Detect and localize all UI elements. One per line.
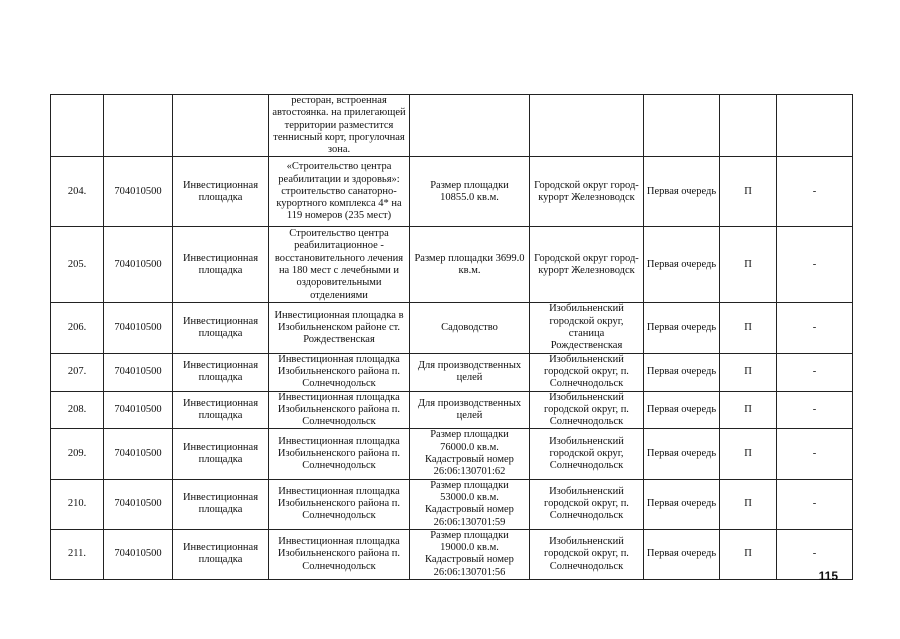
table-body xyxy=(51,95,853,580)
cell-mark: П xyxy=(720,353,777,391)
cell-params: Размер площадки 3699.0 кв.м. xyxy=(410,227,530,303)
table-row xyxy=(51,529,853,579)
cell-num: 208. xyxy=(51,391,104,429)
cell-extra: - xyxy=(777,353,853,391)
registry-table xyxy=(50,94,853,580)
table-row-continuation xyxy=(51,95,853,157)
cell-priority: Первая очередь xyxy=(644,429,720,479)
cell-extra: - xyxy=(777,157,853,227)
cell-code: 704010500 xyxy=(104,429,173,479)
cell-code: 704010500 xyxy=(104,227,173,303)
cell-extra: - xyxy=(777,227,853,303)
cell-description: Инвестиционная площадка Изобильненского района п. Солнечнодольск xyxy=(269,529,410,579)
cell-num: 207. xyxy=(51,353,104,391)
cell-extra: - xyxy=(777,529,853,579)
cell-type: Инвестиционная площадка xyxy=(173,429,269,479)
cell-mark: П xyxy=(720,303,777,353)
cell-params: Для производственных целей xyxy=(410,391,530,429)
cell-params: Размер площадки 10855.0 кв.м. xyxy=(410,157,530,227)
cell-code: 704010500 xyxy=(104,353,173,391)
cell-params: Размер площадки 76000.0 кв.м. Кадастровый номер 26:06:130701:62 xyxy=(410,429,530,479)
cell-description: Строительство центра реабилитационное - восстановительного лечения на 180 мест с лечебными и оздоровительными отделениями xyxy=(269,227,410,303)
cell-location: Изобильненский городской округ, п. Солнечнодольск xyxy=(530,391,644,429)
table-row xyxy=(51,157,853,227)
cell-description: Инвестиционная площадка Изобильненского района п. Солнечнодольск xyxy=(269,429,410,479)
cell-type xyxy=(173,95,269,157)
cell-priority: Первая очередь xyxy=(644,479,720,529)
cell-mark: П xyxy=(720,157,777,227)
cell-priority: Первая очередь xyxy=(644,227,720,303)
cell-description: ресторан, встроенная автостоянка. на прилегающей территории разместится теннисный корт, прогулочная зона. xyxy=(269,95,410,157)
cell-description: Инвестиционная площадка в Изобильненском районе ст. Рождественская xyxy=(269,303,410,353)
cell-num: 210. xyxy=(51,479,104,529)
cell-description: Инвестиционная площадка Изобильненского района п. Солнечнодольск xyxy=(269,391,410,429)
cell-type: Инвестиционная площадка xyxy=(173,391,269,429)
cell-code: 704010500 xyxy=(104,303,173,353)
cell-location: Изобильненский городской округ, п. Солнечнодольск xyxy=(530,353,644,391)
cell-location: Изобильненский городской округ, станица Рождественская xyxy=(530,303,644,353)
cell-priority: Первая очередь xyxy=(644,303,720,353)
cell-location: Городской округ город-курорт Железноводск xyxy=(530,227,644,303)
table-row xyxy=(51,429,853,479)
cell-code: 704010500 xyxy=(104,479,173,529)
cell-extra: - xyxy=(777,429,853,479)
cell-extra: - xyxy=(777,303,853,353)
cell-location: Изобильненский городской округ, п. Солнечнодольск xyxy=(530,529,644,579)
cell-params: Размер площадки 53000.0 кв.м. Кадастровый номер 26:06:130701:59 xyxy=(410,479,530,529)
cell-num: 209. xyxy=(51,429,104,479)
cell-code: 704010500 xyxy=(104,391,173,429)
cell-params xyxy=(410,95,530,157)
cell-description: Инвестиционная площадка Изобильненского района п. Солнечнодольск xyxy=(269,353,410,391)
cell-location xyxy=(530,95,644,157)
cell-type: Инвестиционная площадка xyxy=(173,157,269,227)
cell-type: Инвестиционная площадка xyxy=(173,303,269,353)
cell-priority: Первая очередь xyxy=(644,391,720,429)
cell-mark: П xyxy=(720,529,777,579)
cell-num: 206. xyxy=(51,303,104,353)
cell-mark: П xyxy=(720,479,777,529)
cell-mark: П xyxy=(720,391,777,429)
cell-params: Садоводство xyxy=(410,303,530,353)
cell-priority: Первая очередь xyxy=(644,353,720,391)
cell-type: Инвестиционная площадка xyxy=(173,479,269,529)
cell-priority: Первая очередь xyxy=(644,529,720,579)
cell-type: Инвестиционная площадка xyxy=(173,353,269,391)
cell-params: Размер площадки 19000.0 кв.м. Кадастровый номер 26:06:130701:56 xyxy=(410,529,530,579)
cell-extra: - xyxy=(777,479,853,529)
cell-mark xyxy=(720,95,777,157)
page-number: 115 xyxy=(818,569,838,583)
table-row xyxy=(51,391,853,429)
cell-priority: Первая очередь xyxy=(644,157,720,227)
cell-extra xyxy=(777,95,853,157)
cell-priority xyxy=(644,95,720,157)
cell-code xyxy=(104,95,173,157)
table-row xyxy=(51,479,853,529)
cell-location: Изобильненский городской округ, п. Солнечнодольск xyxy=(530,479,644,529)
cell-num: 211. xyxy=(51,529,104,579)
cell-extra: - xyxy=(777,391,853,429)
cell-code: 704010500 xyxy=(104,529,173,579)
cell-num: 204. xyxy=(51,157,104,227)
cell-location: Изобильненский городской округ, Солнечнодольск xyxy=(530,429,644,479)
cell-num: 205. xyxy=(51,227,104,303)
cell-location: Городской округ город-курорт Железноводск xyxy=(530,157,644,227)
cell-num xyxy=(51,95,104,157)
cell-type: Инвестиционная площадка xyxy=(173,529,269,579)
cell-code: 704010500 xyxy=(104,157,173,227)
cell-mark: П xyxy=(720,227,777,303)
cell-params: Для производственных целей xyxy=(410,353,530,391)
table-row xyxy=(51,353,853,391)
cell-mark: П xyxy=(720,429,777,479)
cell-type: Инвестиционная площадка xyxy=(173,227,269,303)
cell-description: Инвестиционная площадка Изобильненского района п. Солнечнодольск xyxy=(269,479,410,529)
table-row xyxy=(51,227,853,303)
table-row xyxy=(51,303,853,353)
cell-description: «Строительство центра реабилитации и здоровья»: строительство санаторно-курортного комплекса 4* на 119 номеров (235 мест) xyxy=(269,157,410,227)
